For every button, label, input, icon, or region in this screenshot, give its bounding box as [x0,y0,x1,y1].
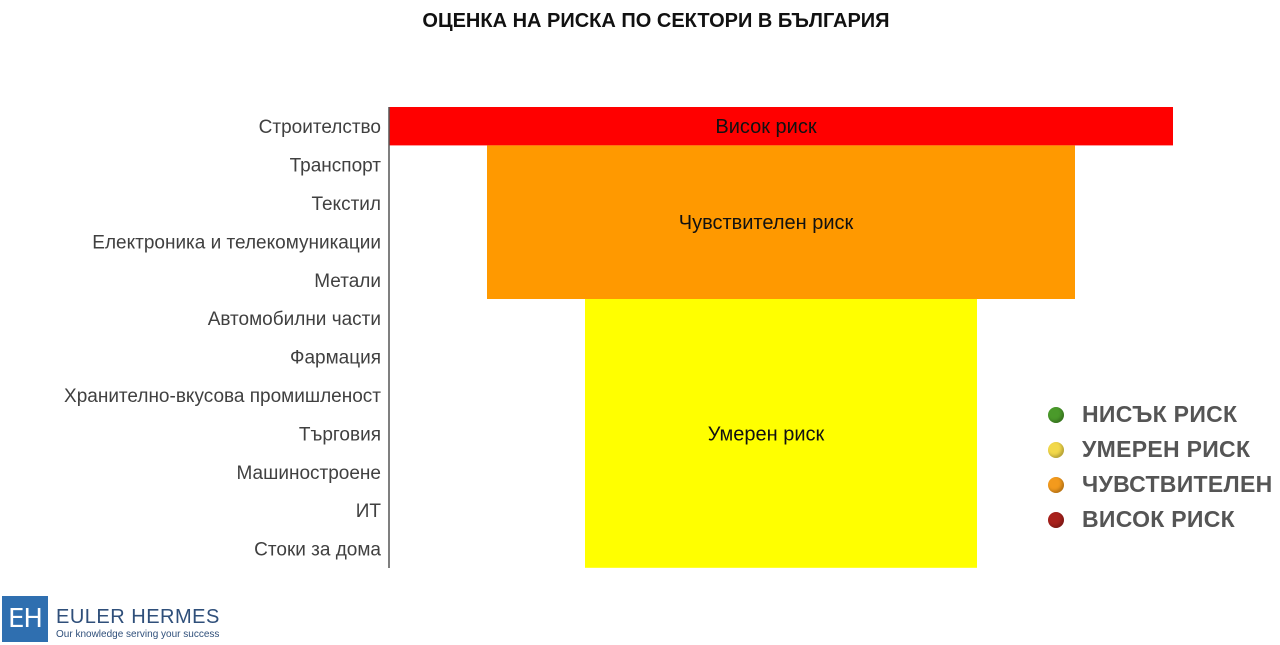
category-label: Машиностроене [236,462,381,484]
legend-item [1048,397,1273,432]
legend-dot-icon [1048,407,1064,423]
category-label: Текстил [311,194,381,215]
category-label: Автомобилни части [207,309,381,331]
category-label: Строителство [258,117,381,139]
legend-label: УМЕРЕН РИСК [1082,436,1251,462]
logo-text [56,606,220,640]
legend-dot-icon [1048,442,1064,458]
category-label: Метали [314,270,381,292]
legend-item [1048,432,1273,467]
logo-mark-icon: EH [2,596,48,642]
category-label: Фармация [290,347,381,369]
legend-label: ВИСОК РИСК [1082,506,1236,532]
logo-name: EULER HERMES [56,606,220,628]
legend [1048,397,1273,537]
legend-item [1048,502,1273,537]
legend-label: НИСЪК РИСК [1082,401,1238,427]
logo-tagline: Our knowledge serving your success [56,629,220,640]
euler-hermes-logo [2,596,220,642]
risk-band-label: Умерен риск [707,423,825,446]
risk-band-label: Висок риск [715,116,817,139]
risk-band-label: Чувствителен риск [678,212,854,235]
category-label: ИТ [355,501,381,523]
chart-title: ОЦЕНКА НА РИСКА ПО СЕКТОРИ В БЪЛГАРИЯ [422,10,890,32]
category-label: Стоки за дома [254,539,381,561]
category-labels [64,117,381,560]
category-label: Хранително-вкусова промишленост [64,386,381,407]
category-label: Търговия [298,424,381,446]
legend-label: ЧУВСТВИТЕЛЕН [1082,471,1273,497]
legend-item [1048,467,1273,502]
legend-dot-icon [1048,512,1064,528]
category-label: Транспорт [289,155,381,177]
category-label: Електроника и телекомуникации [92,232,381,254]
legend-dot-icon [1048,477,1064,493]
